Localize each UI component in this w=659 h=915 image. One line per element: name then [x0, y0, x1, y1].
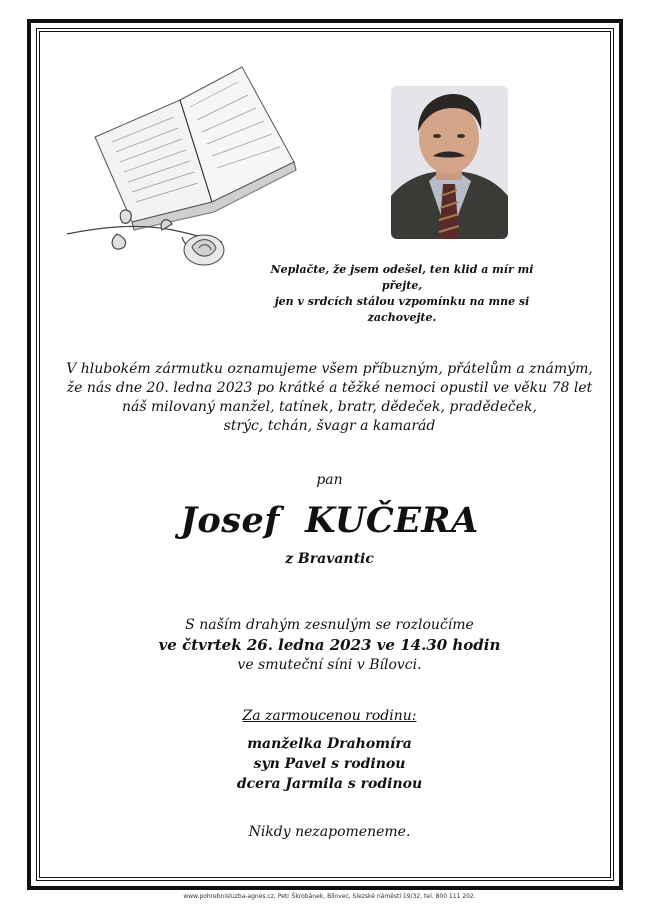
book-rose-illustration: [62, 62, 302, 277]
family-section: [0, 706, 659, 794]
deceased-name-text: Josef KUČERA: [180, 500, 479, 541]
family-member: dcera Jarmila s rodinou: [236, 776, 423, 792]
announcement-line: V hlubokém zármutku oznamujeme všem příbuzným, přátelům a známým,: [66, 361, 593, 377]
family-member: syn Pavel s rodinou: [253, 756, 406, 772]
ceremony-place: ve smuteční síni v Bílovci.: [237, 657, 422, 673]
announcement-line: strýc, tchán, švagr a kamarád: [223, 418, 436, 434]
footer-contact: www.pohrebnisluzba-agnes.cz, Petr Škrobánek, Bílovec, Slezské náměstí 19/32, tel. 800 111 202.: [183, 893, 476, 900]
portrait-photo: [391, 86, 508, 239]
announcement-line: že nás dne 20. ledna 2023 po krátké a těžké nemoci opustil ve věku 78 let: [66, 380, 593, 396]
family-member: manželka Drahomíra: [247, 736, 412, 752]
ceremony-line: S naším drahým zesnulým se rozloučíme: [185, 617, 474, 633]
announcement-line: náš milovaný manžel, tatínek, bratr, dědeček, pradědeček,: [122, 399, 537, 415]
closing-line: Nikdy nezapomeneme.: [248, 824, 411, 840]
salutation: pan: [316, 472, 343, 488]
ceremony-date: ve čtvrtek 26. ledna 2023 ve 14.30 hodin: [158, 636, 501, 654]
family-header: Za zarmoucenou rodinu:: [242, 708, 417, 724]
deceased-origin: z Bravantic: [285, 551, 374, 567]
announcement-text: [0, 360, 659, 436]
quote-line: Neplačte, že jsem odešel, ten klid a mír mi přejte,: [270, 263, 534, 292]
memorial-quote: [252, 262, 552, 326]
quote-line: jen v srdcích stálou vzpomínku na mne si zachovejte.: [274, 295, 530, 324]
spacer: [0, 726, 659, 734]
ceremony-info: [0, 615, 659, 675]
deceased-name: [0, 500, 659, 541]
